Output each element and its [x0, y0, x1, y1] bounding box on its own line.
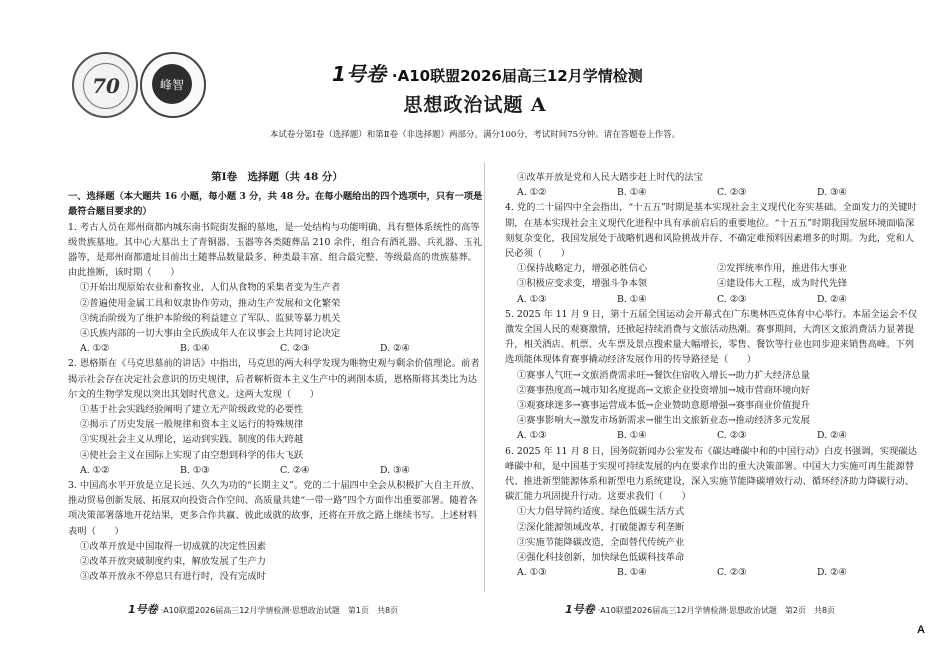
section-title: 第Ⅰ卷 选择题（共 48 分） — [211, 171, 343, 183]
subject-title: 思想政治试题 A — [403, 94, 547, 116]
choice-c: C. ②③ — [717, 187, 747, 199]
choice-d: D. ②④ — [817, 293, 847, 305]
choice-d: D. ②④ — [817, 430, 847, 442]
question-4-option-2: ②发挥统率作用，推进伟大事业 — [717, 263, 848, 275]
question-3-option-4: ④改革开放是党和人民大踏步赶上时代的法宝 — [517, 172, 703, 183]
question-3-option-1: ①改革开放是中国取得一切成就的决定性因素 — [80, 540, 266, 552]
question-5-option-1: ①赛事人气旺→文旅消费需求旺→餐饮住宿收入增长→助力扩大经济总量 — [517, 369, 810, 381]
question-1-option-4: ④氏族内部的一切大事由全氏族成年人在议事会上共同讨论决定 — [80, 328, 341, 340]
question-2-option-1: ①基于社会实践经验阐明了建立无产阶级政党的必要性 — [80, 404, 304, 416]
question-1-option-2: ②普遍使用金属工具和奴隶协作劳动，推动生产发展和文化繁荣 — [80, 297, 341, 309]
question-5-option-2: ②赛事热度高→城市知名度提高→文旅企业投资增加→城市营商环境向好 — [517, 384, 810, 396]
footer-text: ·A10联盟2026届高三12月学情检测·思想政治试题 第1页 共8页 — [160, 606, 399, 615]
question-5-choices — [505, 428, 923, 443]
choice-a: A. ①② — [80, 464, 110, 476]
alliance-logo-emblem: 70 — [83, 63, 129, 109]
question-2-stem: 2. 恩格斯在《马克思墓前的讲话》中指出，马克思的两大科学发现为唯物史观与剩余价值理论。前者揭示社会存在决定社会意识的历史规律，后者解析资本主义生产中的剥削本质，恩格斯将其类比为达尔文的生物学发现以突出其划时代意义。这两大发现（ ） — [68, 358, 480, 400]
left-column — [68, 170, 486, 584]
choice-b: B. ①④ — [617, 293, 647, 305]
question-2-option-3: ③实现社会主义从理论，运动到实践、制度的伟大跨越 — [80, 434, 304, 446]
question-4-options-row-2 — [505, 276, 923, 291]
question-6-option-4: ④强化科技创新，加快绿色低碳科技革命 — [517, 552, 685, 564]
brand-title-text: ·A10联盟2026届高三12月学情检测 — [391, 67, 643, 85]
question-1-stem: 1. 考古人员在郑州商都内城东南书院街发掘的墓地，是一处结构与功能明确、具有整体系统性的高等级贵族墓地。其中心大墓出土了青铜器、玉器等各类随葬品 210 余件，组合有酒礼器、兵礼器、玉礼器等，是郑州商都遗址目前出土随葬品数量最多、种类最丰富、组合最完整、等级最高的贵族墓葬。由此推断，该时期（ ） — [68, 221, 483, 279]
exam-brand-title — [332, 58, 643, 87]
question-3-stem: 3. 中国高水平开放是立足长远、久久为功的“长期主义”。党的二十届四中全会从积极扩大自主开放、推动贸易创新发展、拓展双向投资合作空间、高质量共建“一带一路”四个方面作出重要部署。随着各项决策部署落地开花结果，更多合作共赢、彼此成就的故事，还将在开放之路上继续书写。上述材料表明（ ） — [68, 480, 480, 537]
section-intro: 一、选择题（本大题共 16 小题，每小题 3 分，共 48 分。在每小题给出的四个选项中，只有一项是最符合题目要求的） — [68, 191, 483, 218]
question-4-stem: 4. 党的二十届四中全会指出，“十五五”时期是基本实现社会主义现代化夯实基础、全面发力的关键时期，在基本实现社会主义现代化进程中具有承前启后的重要地位。“十五五”时期我国发展环境面临深刻复杂变化，我国发展处于战略机遇和风险挑战并存、不确定难预料因素增多的时期。为此，党和人民必须（ ） — [505, 202, 917, 260]
question-4-option-1: ①保持战略定力，增强必胜信心 — [517, 263, 648, 275]
choice-a: A. ①③ — [517, 567, 547, 579]
question-5-option-4: ④赛事影响大→激发市场新需求→催生出文旅新业态→推动经济多元发展 — [517, 415, 810, 427]
question-1-choices — [68, 341, 486, 356]
question-5-stem: 5. 2025 年 11 月 9 日，第十五届全国运动会开幕式在广东奥林匹克体育中心举行。本届全运会不仅激发全国人民的观赛激情，还掀起持续消费与文旅活动热潮。赛事期间，大湾区文旅消费活力显著提升，相关酒店、机票、火车票及景点搜索量大幅增长，零售、餐饮等行业也同步迎来销售高峰。下列选项能体现体育赛事撬动经济发展作用的传导路径是（ ） — [505, 308, 917, 366]
question-6-choices — [505, 565, 923, 580]
exam-notice: 本试卷分第Ⅰ卷（选择题）和第Ⅱ卷（非选择题）两部分。满分100分，考试时间75分钟。请在答题卷上作答。 — [269, 130, 681, 140]
page-footer-left — [128, 601, 398, 617]
choice-d: D. ③④ — [380, 464, 410, 476]
question-2-option-4: ④使社会主义在国际上实现了由空想到科学的伟大飞跃 — [80, 449, 304, 461]
choice-d: D. ②④ — [817, 567, 847, 579]
question-6-option-1: ①大力倡导简约适度、绿色低碳生活方式 — [517, 506, 685, 518]
choice-a: A. ①③ — [517, 430, 547, 442]
question-6-option-3: ③实施节能降碳改造，全面替代传统产业 — [517, 536, 685, 548]
question-6-option-2: ②深化能源领域改革，打破能源专利垄断 — [517, 521, 685, 533]
footer-brand-mark: 1号卷 — [565, 603, 595, 616]
question-4-option-3: ③积极应变求变，增强斗争本领 — [517, 278, 648, 290]
question-1-option-3: ③统治阶级为了维护本阶级的利益建立了军队、监狱等暴力机关 — [80, 312, 341, 324]
question-1-option-1: ①开始出现原始农业和畜牧业，人们从食物的采集者变为生产者 — [80, 282, 341, 294]
question-3-choices — [505, 185, 923, 200]
choice-c: C. ②③ — [717, 567, 747, 579]
question-3-option-2: ②改革开放突破制度约束，解放发展了生产力 — [80, 556, 266, 568]
question-4-option-4: ④建设伟大工程，成为时代先锋 — [717, 278, 848, 290]
choice-c: C. ②③ — [717, 293, 747, 305]
choice-b: B. ①④ — [617, 567, 647, 579]
choice-d: D. ③④ — [817, 187, 847, 199]
choice-c: C. ②③ — [717, 430, 747, 442]
right-column — [505, 170, 923, 580]
footer-text: ·A10联盟2026届高三12月学情检测·思想政治试题 第2页 共8页 — [597, 606, 836, 615]
question-4-options-row-1 — [505, 261, 923, 276]
question-2-option-2: ②揭示了历史发展一般规律和资本主义运行的特殊规律 — [80, 419, 304, 431]
education-logo-emblem: 峰智 — [152, 64, 192, 104]
choice-b: B. ①④ — [617, 430, 647, 442]
footer-brand-mark: 1号卷 — [128, 603, 158, 616]
version-label: A — [917, 624, 925, 636]
question-6-stem: 6. 2025 年 11 月 8 日，国务院新闻办公室发布《碳达峰碳中和的中国行动》白皮书强调，实现碳达峰碳中和，是中国基于实现可持续发展的内在要求作出的重大决策部署。中国大力实施可再生能源替代、推进新型能源体系和新型电力系统建设，深入实施节能降碳增效行动、循环经济助力降碳行动、碳汇能力巩固提升行动。这要求我们（ ） — [505, 445, 917, 503]
choice-a: A. ①③ — [517, 293, 547, 305]
choice-c: C. ②③ — [280, 343, 310, 355]
question-3-option-3: ③改革开放永不停息只有进行时，没有完成时 — [80, 571, 266, 583]
question-5-option-3: ③观赛球迷多→赛事运营成本低→企业赞助意愿增强→赛事商业价值提升 — [517, 400, 810, 412]
question-2-choices — [68, 463, 486, 478]
page-footer-right — [565, 601, 835, 617]
choice-b: B. ①③ — [180, 464, 210, 476]
choice-a: A. ①② — [80, 343, 110, 355]
choice-b: B. ①④ — [180, 343, 210, 355]
choice-d: D. ②④ — [380, 343, 410, 355]
question-4-choices — [505, 292, 923, 307]
choice-b: B. ①④ — [617, 187, 647, 199]
choice-c: C. ②④ — [280, 464, 310, 476]
choice-a: A. ①② — [517, 187, 547, 199]
brand-mark: 1号卷 — [332, 62, 386, 86]
